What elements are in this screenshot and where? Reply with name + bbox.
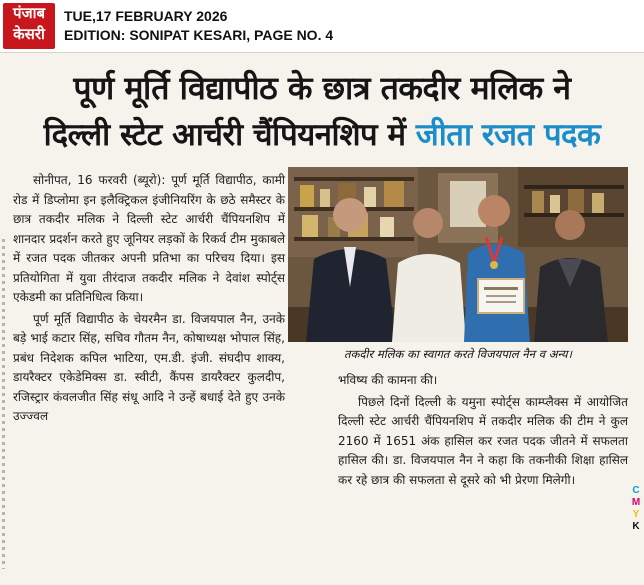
- photo-caption: तकदीर मलिक का स्वागत करते विजयपाल नैन व अन्य।: [344, 347, 572, 361]
- newspaper-clipping: [0, 53, 644, 585]
- article-paragraph-2-continued: भविष्य की कामना की।: [338, 373, 438, 387]
- edition-info: EDITION: SONIPAT KESARI, PAGE NO. 4: [64, 27, 334, 43]
- headline-line-2: [0, 115, 644, 155]
- cmyk-k: K: [632, 521, 640, 532]
- photo-illustration: [288, 167, 628, 342]
- logo-line-2: केसरी: [13, 25, 45, 43]
- logo-line-1: पंजाब: [12, 4, 46, 22]
- cmyk-m: M: [631, 497, 641, 508]
- article-paragraph-2: पूर्ण मूर्ति विद्यापीठ के चेयरमैन डा. विजयपाल नैन, उनके बड़े भाई कटार सिंह, सचिव गौतम नैन, कोषाध्यक्ष भोपाल सिंह, प्रबंध निदेशक कपिल भाटिया, एम.डी. इंजी. संघदीप शाक्य, डायरैक्टर एकेडेमिक्स डा. स्वीटी, कैंपस डायरैक्टर कुलदीप, रजिस्ट्रार कंवलजीत सिंह संधू आदि ने उन्हें बधाई देते हुए उनके उज्ज्वल: [13, 311, 285, 423]
- punjab-kesari-logo: [3, 3, 55, 49]
- headline-line-2-dark: दिल्ली स्टेट आर्चरी चैंपियनशिप में: [43, 117, 416, 153]
- article-paragraph-3: पिछले दिनों दिल्ली के यमुना स्पोर्ट्स काम्प्लैक्स में आयोजित दिल्ली स्टेट आर्चरी चैंपियनशिप में तकदीर मलिक की टीम ने कुल 2160 में 1651 अंक हासिल कर रजत पदक जीतने में सफलता हासिल की। डा. विजयपाल नैन ने कहा कि तकनीकी शिक्षा हासिल कर रहे छात्र की सफलता से दूसरे को भी प्रेरणा मिलेगी।: [338, 394, 628, 487]
- headline-line-2-accent: जीता रजत पदक: [415, 117, 601, 153]
- article-column-left: [13, 171, 285, 429]
- headline-line-1: पूर्ण मूर्ति विद्यापीठ के छात्र तकदीर मलिक ने: [73, 69, 571, 107]
- article-paragraph-1: सोनीपत, 16 फरवरी (ब्यूरो): पूर्ण मूर्ति विद्यापीठ, कामी रोड में डिप्लोमा इन इलैक्ट्रिकल इंजीनियरिंग के छठे समैस्टर के छात्र तकदीर मलिक ने दिल्ली स्टेट आर्चरी चैंपियनशिप में शानदार प्रदर्शन करते हुए जूनियर लड़कों के रिकर्व टीम मुकाबले में रजत पदक जीतकर अपनी प्रतिभा का परिचय दिया। इस प्रतियोगिता में युवा तीरंदाज तकदीर मलिक ने देवांश स्पोर्ट्स एकेडमी का प्रतिनिधित्व किया।: [13, 173, 285, 304]
- article-photo: [288, 167, 628, 342]
- header-bar: [0, 0, 644, 53]
- cmyk-print-mark: [629, 485, 643, 533]
- article-column-right: [338, 371, 628, 492]
- fold-mark: [2, 239, 5, 569]
- edition-meta: [64, 7, 333, 45]
- cmyk-c: C: [632, 485, 640, 496]
- cmyk-y: Y: [632, 509, 640, 520]
- publication-date: TUE,17 FEBRUARY 2026: [64, 8, 228, 24]
